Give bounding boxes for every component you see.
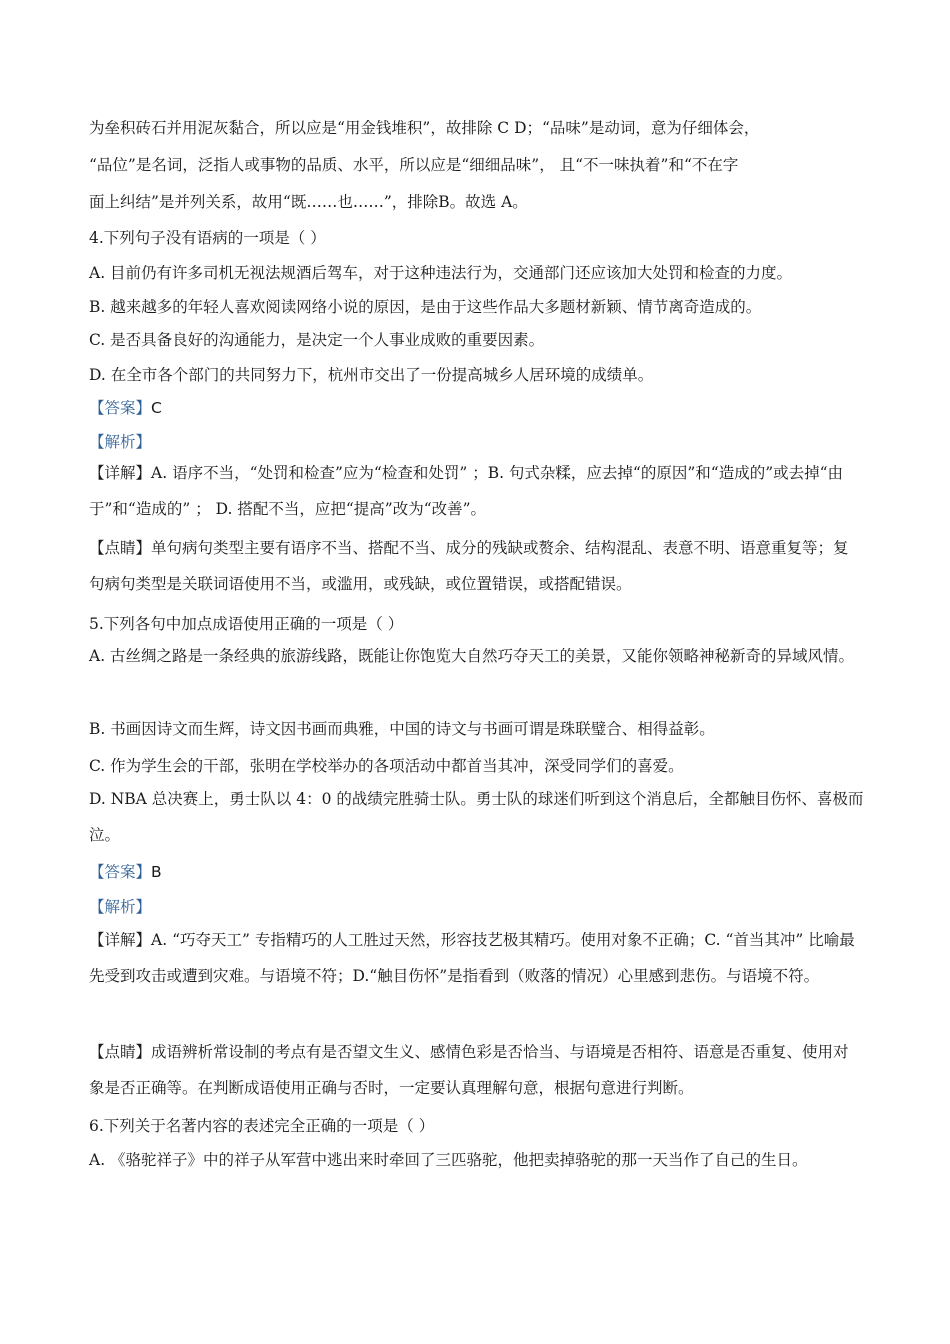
detail-label: 【详解】 [89, 464, 152, 482]
detail-label: 【详解】 [89, 931, 152, 949]
answer-label: 【答案】 [89, 863, 152, 881]
question-6-option-a: A. 《骆驼祥子》中的祥子从军营中逃出来时牵回了三匹骆驼，他把卖掉骆驼的那一天当作了自己的生日。 [89, 1151, 808, 1169]
tip-label: 【点睛】 [89, 1043, 152, 1061]
question-4-stem: 4.下列句子没有语病的一项是（ ） [89, 229, 326, 247]
question-5-option-b: B. 书画因诗文而生辉，诗文因书画而典雅，中国的诗文与书画可谓是珠联璧合、相得益彰。 [89, 720, 715, 738]
question-5-answer [89, 860, 162, 882]
question-4-analysis-label: 【解析】 [89, 433, 152, 451]
question-5-tip [89, 1034, 864, 1106]
question-5-analysis-label: 【解析】 [89, 898, 152, 916]
answer-value: C [151, 399, 162, 417]
question-4-option-a: A. 目前仍有许多司机无视法规酒后驾车，对于这种违法行为，交通部门还应该加大处罚和检查的力度。 [89, 264, 793, 282]
question-5-option-a: A. 古丝绸之路是一条经典的旅游线路，既能让你饱览大自然巧夺天工的美景，又能你领略神秘新奇的异域风情。 [89, 647, 855, 665]
question-4-detail [89, 455, 864, 527]
question-4-option-c: C. 是否具备良好的沟通能力，是决定一个人事业成败的重要因素。 [89, 331, 545, 349]
answer-value: B [151, 863, 162, 881]
question-4-tip [89, 530, 864, 602]
paragraph-line: 面上纠结”是并列关系，故用“既……也……”，排除B。故选 A。 [89, 193, 528, 211]
question-4-option-b: B. 越来越多的年轻人喜欢阅读网络小说的原因，是由于这些作品大多题材新颖、情节离奇造成的。 [89, 298, 762, 316]
answer-label: 【答案】 [89, 399, 152, 417]
question-5-option-d: D. NBA 总决赛上，勇士队以 4：0 的战绩完胜骑士队。勇士队的球迷们听到这个消息后，全都触目伤怀、喜极而泣。 [89, 790, 864, 844]
tip-text: 单句病句类型主要有语序不当、搭配不当、成分的残缺或赘余、结构混乱、表意不明、语意重复等；复句病句类型是关联词语使用不当，或滥用，或残缺，或位置错误，或搭配错误。 [89, 539, 849, 593]
question-4-answer [89, 396, 162, 418]
tip-label: 【点睛】 [89, 539, 152, 557]
detail-text: A. “巧夺天工” 专指精巧的人工胜过天然，形容技艺极其精巧。使用对象不正确；C. “首当其冲” 比喻最先受到攻击或遭到灾难。与语境不符；D.“触目伤怀”是指看到（败落的情况）心里感到悲伤。与语境不符。 [89, 931, 855, 985]
paragraph-line: “品位”是名词，泛指人或事物的品质、水平，所以应是“细细品味”， 且“不一味执着”和“不在字 [89, 156, 739, 174]
paragraph-line: 为垒积砖石并用泥灰黏合，所以应是“用金钱堆积”，故排除 C D；“品味”是动词，意为仔细体会， [89, 119, 760, 137]
tip-text: 成语辨析常设制的考点有是否望文生义、感情色彩是否恰当、与语境是否相符、语意是否重复、使用对象是否正确等。在判断成语使用正确与否时，一定要认真理解句意，根据句意进行判断。 [89, 1043, 849, 1097]
question-6-stem: 6.下列关于名著内容的表述完全正确的一项是（ ） [89, 1117, 435, 1135]
question-5-detail [89, 922, 864, 994]
question-5-stem: 5.下列各句中加点成语使用正确的一项是（ ） [89, 615, 404, 633]
question-5-option-c: C. 作为学生会的干部，张明在学校举办的各项活动中都首当其冲，深受同学们的喜爱。 [89, 757, 684, 775]
question-4-option-d: D. 在全市各个部门的共同努力下，杭州市交出了一份提高城乡人居环境的成绩单。 [89, 366, 654, 384]
detail-text: A. 语序不当，“处罚和检查”应为“检查和处罚” ；B. 句式杂糅，应去掉“的原因”和“造成的”或去掉“由于”和“造成的” ； D. 搭配不当，应把“提高”改为“改善”。 [89, 464, 844, 518]
